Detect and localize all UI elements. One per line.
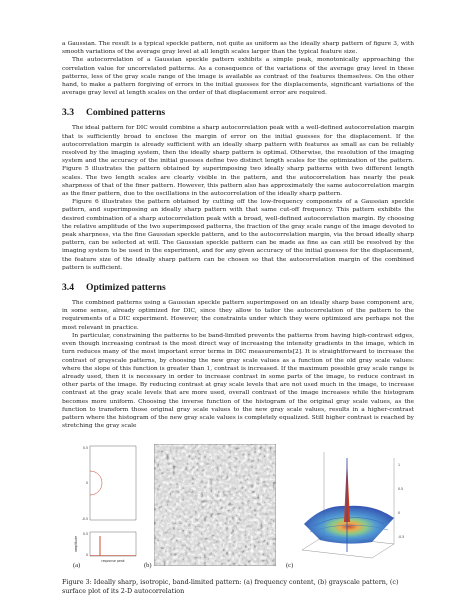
tick-label: 0 (85, 481, 88, 486)
paragraph: a Gaussian. The result is a typical speckle pattern, not quite as uniform as the ideally sharp pattern of figure 3, with smooth variations of the average gray level at all length scales larger than the typical feature size. (62, 41, 414, 56)
paragraph: Figure 6 illustrates the pattern obtained by cutting off the low-frequency components of a Gaussian speckle pattern, and superimposing an ideally sharp pattern with that same cut-off frequency. This pattern exhibits the desired combination of a sharp autocorrelation peak with a broad, well-defined autocorrelation margin. By choosing the relative amplitude of the two superimposed patterns, the fraction of the gray scale range of the image devoted to peak sharpness, via the fine Gaussian speckle pattern, and to the autocorrelation margin, via the broad ideally sharp pattern, can be selected at will. The Gaussian speckle pattern can be made as fine as can still be resolved by the imaging system to be used in the experiment, and for any given accuracy of the initial guesses for the displacement, the feature size of the ideally sharp pattern can be chosen so that the autocorrelation margin of the combined pattern is sufficient. (62, 199, 414, 271)
y-axis-label: amplitude (74, 536, 78, 553)
tick-label: 1 (398, 463, 401, 468)
paragraph: The combined patterns using a Gaussian speckle pattern superimposed on an ideally sharp base component are, in some sense, already optimized for DIC, since they allow to tailor the autocorrelation of the pattern to the requirements of a DIC experiment. However, the constraints under which they were optimized are perhaps not the most relevant in practice. (62, 300, 414, 331)
tick-label: -0.5 (398, 535, 405, 540)
section-heading (62, 107, 414, 118)
panel-a-label: (a) (73, 562, 81, 570)
figure-caption: Figure 3: Ideally sharp, isotropic, band-limited pattern: (a) frequency content, (b) grayscale pattern, (c) surface plot of its 2-D autocorrelation (62, 578, 399, 595)
paper-page (62, 40, 414, 596)
tick-label: 0 (398, 511, 401, 516)
panel-a-frequency-plot (70, 444, 140, 572)
figure-3 (62, 444, 414, 572)
paragraph: In particular, constraining the patterns to be band-limited prevents the patterns from having high-contrast edges, even though increasing contrast is the most direct way of increasing the intensity gradients in the image, which in turn reduces many of the most important error terms in DIC measurements[2]. It is straightforward to increase the contrast of grayscale patterns, by choosing the new gray scale values as a function of the old gray scale values: where the slope of this function is greater than 1, contrast is increased. If the maximum possible gray scale range is already used, then it is necessary in order to increase contrast in some parts of the image, to reduce contrast in other parts of the image. By reducing contrast at gray scale levels that are not used much in the image, to increase contrast at the gray scale levels that are more used, overall contrast of the image increases while the histogram becomes more uniform. Choosing the inverse function of the histogram of the original gray scale values, as the function to transform those original gray scale values to the new gray scale values, results in a higher-contrast pattern where the histogram of the new gray scale values is completely equalized. Still higher contrast is reached by stretching the gray scale (62, 332, 414, 430)
paragraph: The ideal pattern for DIC would combine a sharp autocorrelation peak with a well-defined autocorrelation margin that is sufficiently broad to enclose the margin of error on the initial guesses for the displacement. If the autocorrelation margin is already sufficient with an ideally sharp pattern with features as small as can be reliably resolved by the imaging system, then the ideally sharp pattern is optimal. Otherwise, the resolution of the imaging system and the accuracy of the initial guesses define two distinct length scales for the optimization of the pattern. Figure 5 illustrates the pattern obtained by superimposing two ideally sharp patterns with two different length scales. The two length scales are clearly visible in the pattern, and the autocorrelation has nearly the peak sharpness of that of the finer pattern. However, this pattern also has approximately the same autocorrelation margin as the finer pattern, due to the oscillations in the autocorrelation of the ideally sharp pattern. (62, 125, 414, 198)
panel-c-label: (c) (286, 562, 294, 570)
panel-b-label: (b) (144, 562, 152, 570)
tick-label: 0.5 (82, 532, 88, 537)
tick-label: 0.5 (398, 487, 404, 492)
panel-b-grayscale-pattern (144, 444, 274, 572)
paragraph: The autocorrelation of a Gaussian speckle pattern exhibits a simple peak, monotonically approaching the correlation value for uncorrelated patterns. As a consequence of the variations of the average gray level in these patterns, less of the gray scale range of the image is available as contrast of the features themselves. On the other hand, to make a pattern forgiving of errors in the initial guesses for the displacements, significant variations of the average gray level at length scales on the order of that displacement error are required. (62, 57, 414, 97)
tick-label: 0 (85, 553, 88, 558)
tick-label: 0.5 (82, 446, 88, 451)
section-heading (62, 282, 414, 293)
x-axis-label: response peak (101, 559, 125, 564)
section-number: 3.3 (62, 107, 74, 119)
tick-label: -0.5 (81, 517, 88, 522)
section-number: 3.4 (62, 282, 74, 294)
section-title: Combined patterns (86, 107, 166, 119)
section-title: Optimized patterns (86, 282, 166, 294)
panel-c-surface-plot (284, 444, 414, 572)
